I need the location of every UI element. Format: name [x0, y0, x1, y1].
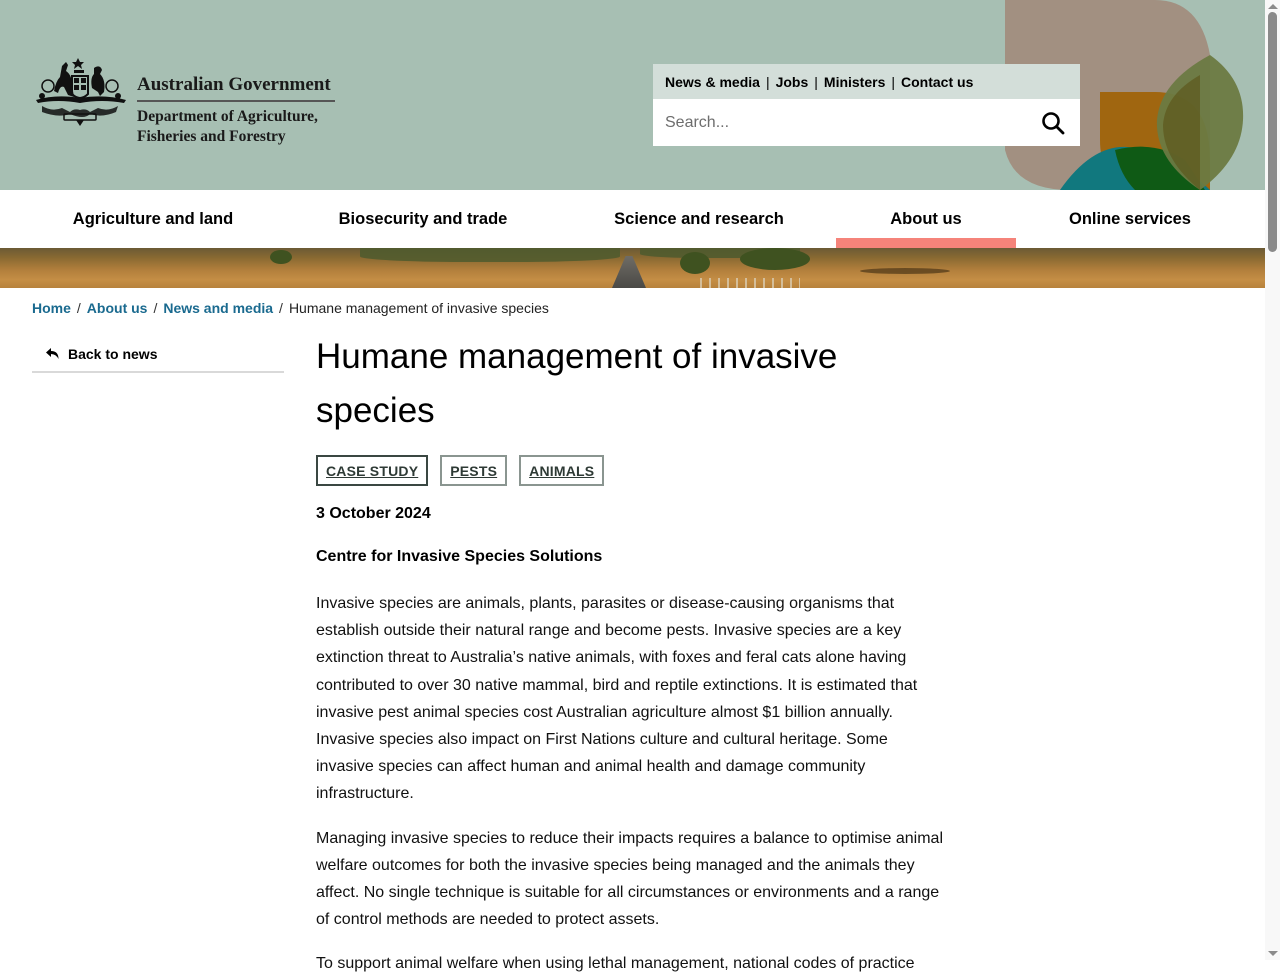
search-bar — [653, 99, 1080, 146]
tag-list — [316, 455, 948, 486]
banner-shadow — [860, 268, 950, 274]
logo-government-name: Australian Government — [137, 74, 335, 102]
search-icon — [1041, 111, 1065, 135]
main-navigation — [0, 190, 1265, 248]
utility-links — [653, 64, 1080, 99]
nav-about-us[interactable]: About us — [836, 190, 1016, 248]
breadcrumb-separator: / — [279, 300, 283, 316]
reply-arrow-icon — [46, 348, 60, 360]
logo-department-name — [137, 107, 335, 147]
article — [316, 330, 948, 978]
site-header — [0, 0, 1265, 190]
back-to-news-link[interactable] — [32, 336, 284, 373]
nav-science-and-research[interactable]: Science and research — [614, 209, 784, 228]
banner-road — [612, 256, 646, 288]
landscape-banner-image — [0, 248, 1265, 288]
scroll-up-arrow-icon[interactable] — [1268, 4, 1278, 9]
page-scrollbar[interactable] — [1265, 0, 1280, 960]
utility-link-jobs[interactable]: Jobs — [775, 73, 809, 90]
breadcrumb-news-and-media[interactable]: News and media — [163, 300, 274, 316]
breadcrumb-separator: / — [153, 300, 158, 316]
breadcrumb — [32, 300, 549, 316]
breadcrumb-home[interactable]: Home — [32, 300, 71, 316]
nav-agriculture-and-land[interactable]: Agriculture and land — [72, 209, 234, 228]
article-paragraph: To support animal welfare when using lethal management, national codes of practice — [316, 955, 915, 973]
banner-treeline — [360, 248, 620, 262]
scroll-down-arrow-icon[interactable] — [1268, 951, 1278, 956]
nav-online-services[interactable]: Online services — [1069, 209, 1191, 228]
breadcrumb-separator: / — [76, 300, 81, 316]
banner-tree — [680, 252, 710, 274]
logo-department-line2: Fisheries and Forestry — [137, 128, 286, 145]
government-logo[interactable] — [32, 56, 342, 146]
utility-separator: | — [765, 73, 770, 90]
utility-link-news-media[interactable]: News & media — [665, 73, 760, 90]
utility-separator: | — [891, 73, 896, 90]
utility-link-contact-us[interactable]: Contact us — [901, 73, 974, 90]
tag-pests[interactable]: PESTS — [440, 455, 507, 486]
logo-department-line1: Department of Agriculture, — [137, 108, 318, 125]
publish-date: 3 October 2024 — [316, 505, 431, 522]
back-to-news-label: Back to news — [68, 345, 158, 362]
breadcrumb-current: Humane management of invasive species — [288, 300, 549, 316]
breadcrumb-about-us[interactable]: About us — [86, 300, 148, 316]
sidebar — [32, 336, 284, 373]
nav-biosecurity-and-trade[interactable]: Biosecurity and trade — [338, 209, 508, 228]
article-paragraph: Invasive species are animals, plants, parasites or disease-causing organisms that establish outside their natural range and become pests. Invasive species are a key extinction threat to Australia’s native animals, with foxes and feral cats alone having contributed to over 30 native mammal, bird and reptile extinctions. It is estimated that invasive pest animal species cost Australian agriculture almost $1 billion annually. Invasive species also impact on First Nations culture and cultural heritage. Some invasive species can affect human and animal health and damage community infrastructure. — [316, 595, 918, 803]
tag-animals[interactable]: ANIMALS — [519, 455, 604, 486]
search-button[interactable] — [1026, 99, 1080, 146]
utility-separator: | — [814, 73, 818, 90]
article-paragraph: Managing invasive species to reduce their impacts requires a balance to optimise animal welfare outcomes for both the invasive species being managed and the animals they affect. No single technique is suitable for all circumstances or environments and a range of control methods are needed to protect assets. — [316, 829, 943, 929]
scrollbar-thumb[interactable] — [1268, 12, 1277, 252]
organisation-name: Centre for Invasive Species Solutions — [316, 548, 603, 565]
banner-tree — [740, 248, 810, 270]
search-input[interactable] — [653, 99, 1026, 146]
tag-case-study[interactable]: CASE STUDY — [316, 455, 428, 486]
logo-text — [137, 74, 335, 147]
coat-of-arms-icon — [32, 56, 130, 128]
utility-search-panel — [653, 64, 1080, 146]
utility-link-ministers[interactable]: Ministers — [823, 73, 886, 90]
banner-tree — [270, 250, 292, 264]
banner-fence — [700, 278, 800, 288]
page-title: Humane management of invasive species — [316, 337, 838, 430]
